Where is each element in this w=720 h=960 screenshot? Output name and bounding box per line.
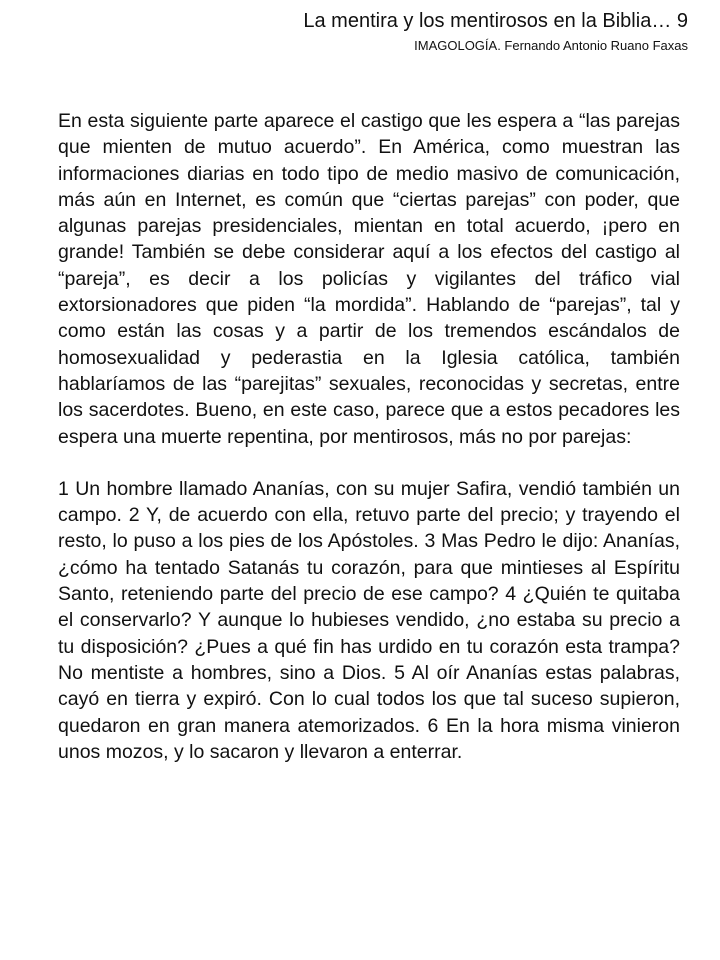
paragraph-commentary: En esta siguiente parte aparece el castigo que les espera a “las parejas que mienten de mutuo acuerdo”. En América, como muestran las informaciones diarias en todo tipo de medio masivo de comunicación, más aún en Internet, es común que “ciertas parejas” con poder, que algunas parejas presidenciales, mientan en total acuerdo, ¡pero en grande! También se debe considerar aquí a los efectos del castigo al “pareja”, es decir a los policías y vigilantes del tráfico vial extorsionadores que piden “la mordida”. Hablando de “parejas”, tal y como están las cosas y a partir de los tremendos escándalos de homosexualidad y pederastia en la Iglesia católica, también hablaríamos de las “parejitas” sexuales, reconocidas y secretas, entre los sacerdotes. Bueno, en este caso, parece que a estos pecadores les espera una muerte repentina, por mentirosos, más no por parejas: [58, 110, 680, 448]
document-title: La mentira y los mentirosos en la Biblia… 9 [303, 10, 688, 32]
body-text [58, 108, 680, 765]
paragraph-scripture-quote: 1 Un hombre llamado Ananías, con su mujer Safira, vendió también un campo. 2 Y, de acuerdo con ella, retuvo parte del precio; y trayendo el resto, lo puso a los pies de los Apóstoles. 3 Mas Pedro le dijo: Ananías, ¿cómo ha tentado Satanás tu corazón, para que mintieses al Espíritu Santo, reteniendo parte del precio de ese campo? 4 ¿Quién te quitaba el conservarlo? Y aunque lo hubieses vendido, ¿no estaba su precio a tu disposición? ¿Pues a qué fin has urdido en tu corazón esta trampa? No mentiste a hombres, sino a Dios. 5 Al oír Ananías estas palabras, cayó en tierra y expiró. Con lo cual todos los que tal suceso supieron, quedaron en gran manera atemorizados. 6 En la hora misma vinieron unos mozos, y lo sacaron y llevaron a enterrar. [58, 477, 680, 763]
document-subtitle: IMAGOLOGÍA. Fernando Antonio Ruano Faxas [414, 38, 688, 53]
page-header [303, 8, 688, 55]
